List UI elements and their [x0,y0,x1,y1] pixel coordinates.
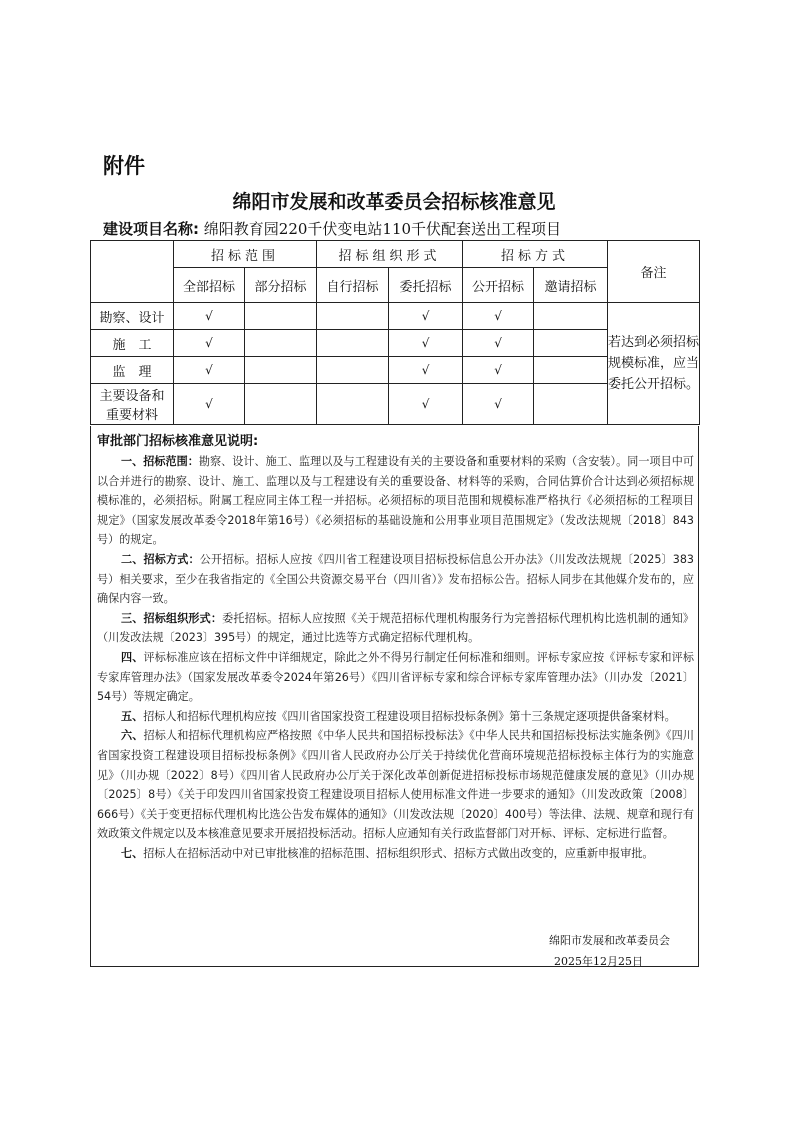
table-cell: √ [174,303,245,330]
row-label: 勘察、设计 [91,303,174,330]
project-name-value: 绵阳教育园220千伏变电站110千伏配套送出工程项目 [203,220,562,238]
group-header-method: 招标方式 [463,241,608,268]
row-label [91,384,174,425]
table-cell [245,303,317,330]
project-name-line [103,218,561,239]
subheader-cell: 公开招标 [463,268,534,303]
table-cell [245,330,317,357]
project-name-label: 建设项目名称: [103,220,199,238]
corner-cell [91,241,174,303]
paragraph-lead: 一、招标范围： [121,455,199,468]
paragraph-body: 招标人和招标代理机构应严格按照《中华人民共和国招标投标法》《中华人民共和国招标投标法实施条例》《四川省国家投资工程建设项目招标投标条例》《四川省人民政府办公厅关于持续优化营商环境规范招标投标主体行为的实施意见》（川办规〔2022〕8号）《四川省人民政府办公厅关于深化改革创新促进招标投标市场规范健康发展的意见》（川办规〔2025〕8号）《关于印发四川省国家投资工程建设项目招标人使用标准文件进一步要求的通知》（川发改政策〔2008〕666号）《关于变更招标代理机构比选公告发布媒体的通知》（川发改法规〔2020〕400号）等法律、法规、规章和现行有效政策文件规定以及本核准意见要求开展招投标活动。招标人应通知有关行政监督部门对开标、评标、定标进行监督。 [97,729,694,841]
row-label: 施 工 [91,330,174,357]
table-cell [317,357,389,384]
table-cell: √ [389,357,463,384]
table-header-row [91,241,700,268]
table-cell [245,357,317,384]
table-cell [534,357,608,384]
opinion-title: 审批部门招标核准意见说明: [97,434,259,449]
opinion-paragraph [97,452,694,550]
table-cell [534,384,608,425]
paragraph-lead: 七、 [121,846,144,860]
row-label: 监 理 [91,357,174,384]
row-label-line: 重要材料 [105,408,158,423]
table-cell: √ [463,330,534,357]
table-cell: √ [389,303,463,330]
paragraph-body: 公开招标。招标人应按《四川省工程建设项目招标投标信息公开办法》（川发改法规规〔2025〕383号）相关要求，至少在我省指定的《全国公共资源交易平台（四川省）》发布招标公告。招标人同步在其他媒介发布的，应确保内容一致。 [97,552,694,606]
paragraph-lead: 四、 [121,650,144,664]
signature: 绵阳市发展和改革委员会 [549,934,670,947]
table-cell: √ [463,303,534,330]
table-cell [317,330,389,357]
table-cell [245,384,317,425]
opinion-section [90,426,699,967]
table-cell [534,303,608,330]
table-row [91,303,700,330]
remark-cell: 若达到必须招标规模标准，应当委托公开招标。 [608,303,700,425]
document-title: 绵阳市发展和改革委员会招标核准意见 [232,191,556,213]
paragraph-lead: 二、招标方式： [121,552,200,566]
opinion-paragraph [97,648,694,707]
subheader-cell: 部分招标 [245,268,317,303]
group-header-organization: 招标组织形式 [317,241,463,268]
table-cell: √ [174,357,245,384]
subheader-cell: 委托招标 [389,268,463,303]
remark-header: 备注 [608,241,700,303]
opinion-paragraph [97,550,694,609]
opinion-paragraph [97,707,694,727]
attachment-label: 附件 [103,154,145,178]
signature-date: 2025年12月25日 [554,955,643,968]
row-label-line: 主要设备和 [99,389,165,404]
paragraph-body: 委托招标。招标人应按照《关于规范招标代理机构服务行为完善招标代理机构比选机制的通知》（川发改法规〔2023〕395号）的规定，通过比选等方式确定招标代理机构。 [97,611,694,645]
table-cell: √ [174,330,245,357]
subheader-cell: 自行招标 [317,268,389,303]
table-cell [534,330,608,357]
paragraph-body: 招标人在招标活动中对已审批核准的招标范围、招标组织形式、招标方式做出改变的，应重新申报审批。 [143,846,654,860]
table-cell: √ [463,384,534,425]
table-cell [317,303,389,330]
paragraph-lead: 六、 [121,729,144,743]
paragraph-lead: 五、 [121,709,144,723]
group-header-scope: 招标范围 [174,241,317,268]
paragraph-body: 评标标准应该在招标文件中详细规定，除此之外不得另行制定任何标准和细则。评标专家应按《评标专家和评标专家库管理办法》（国家发展改革委令2024年第26号）《四川省评标专家和综合评标专家库管理办法》（川办发〔2021〕54号）等规定确定。 [97,650,694,704]
subheader-cell: 全部招标 [174,268,245,303]
paragraph-body: 勘察、设计、施工、监理以及与工程建设有关的主要设备和重要材料的采购（含安装）。同一项目中可以合并进行的勘察、设计、施工、监理以及与工程建设有关的重要设备、材料等的采购，合同估算价合计达到必须招标规模标准的，必须招标。附属工程应同主体工程一并招标。必须招标的项目范围和规模标准严格执行《必须招标的工程项目规定》（国家发展改革委令2018年第16号）《必须招标的基础设施和公用事业项目范围规定》（发改法规规〔2018〕843号）的规定。 [97,455,694,547]
table-cell: √ [174,384,245,425]
paragraph-lead: 三、招标组织形式： [121,611,223,625]
table-cell: √ [463,357,534,384]
opinion-paragraph [97,726,694,844]
table-cell [317,384,389,425]
approval-table [90,240,700,425]
table-cell: √ [389,330,463,357]
opinion-paragraph [97,609,694,648]
table-cell: √ [389,384,463,425]
opinion-paragraph [97,844,694,864]
subheader-cell: 邀请招标 [534,268,608,303]
opinion-paragraphs [97,452,694,863]
paragraph-body: 招标人和招标代理机构应按《四川省国家投资工程建设项目招标投标条例》第十三条规定逐项提供备案材料。 [143,709,676,723]
